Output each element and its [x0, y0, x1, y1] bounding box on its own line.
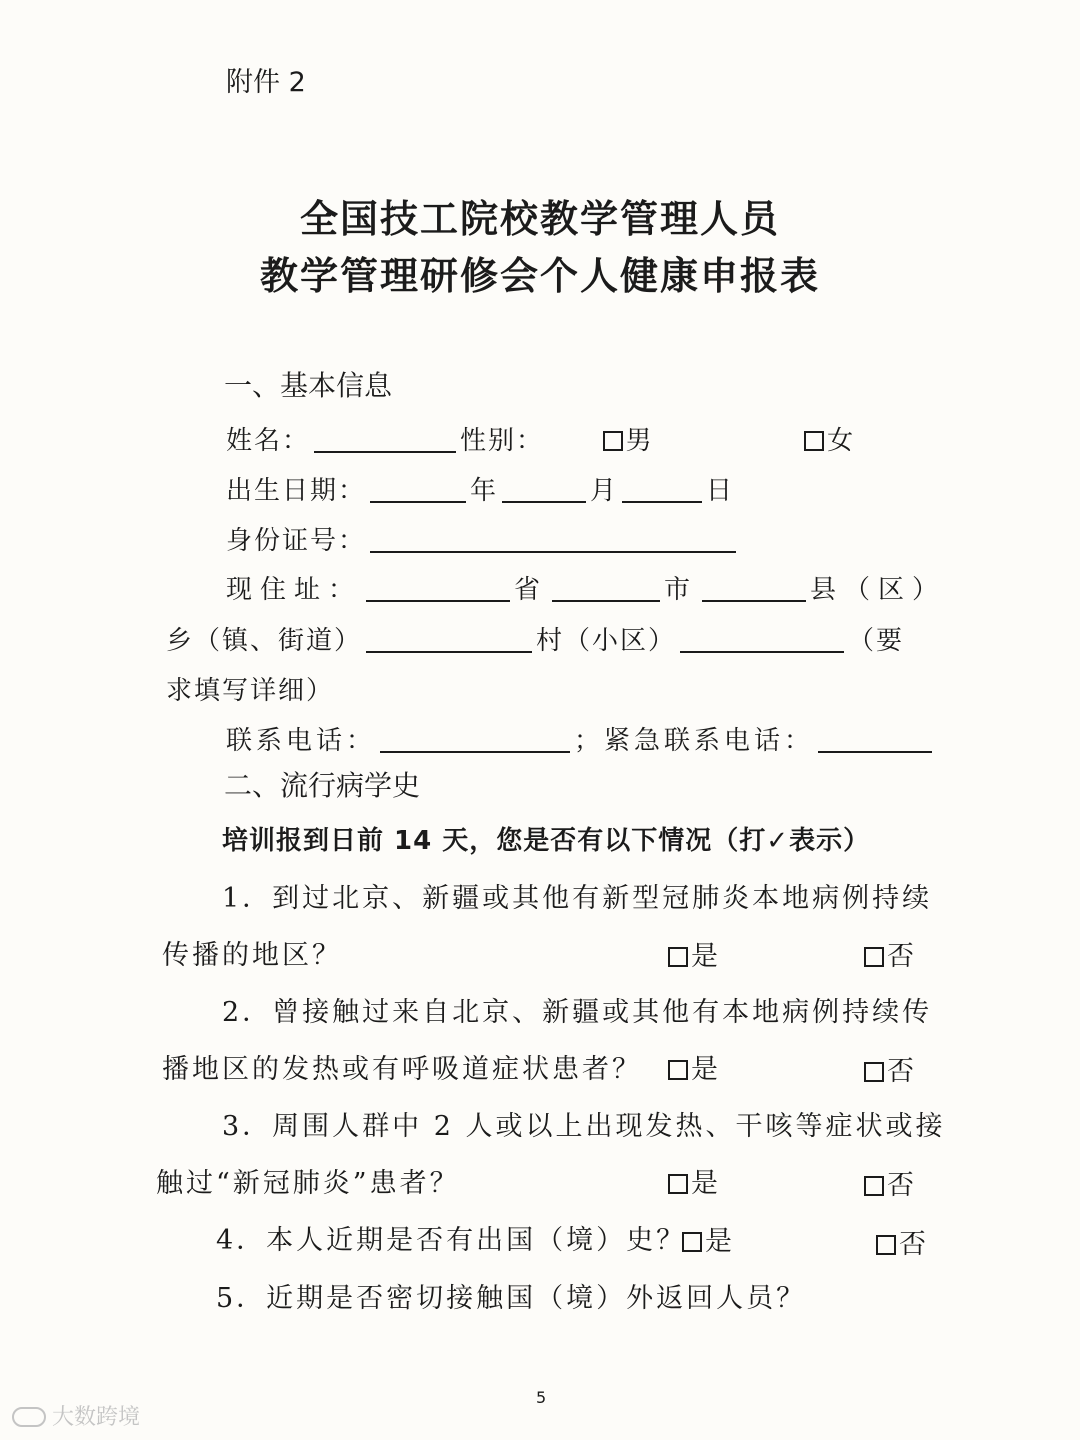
form-title-line1: 全国技工院校教学管理人员 [299, 197, 780, 241]
day-label: 日 [706, 476, 735, 506]
no-label: 否 [887, 1170, 914, 1201]
question-1-yes-checkbox[interactable] [668, 947, 688, 967]
female-option[interactable] [804, 426, 855, 456]
form-title-line2: 教学管理研修会个人健康申报表 [259, 254, 820, 298]
province-field[interactable] [366, 574, 510, 602]
question-3-no[interactable] [864, 1163, 914, 1202]
id-number-field[interactable] [370, 525, 736, 553]
city-field[interactable] [552, 574, 660, 602]
yes-label: 是 [691, 941, 718, 972]
male-checkbox[interactable] [603, 431, 623, 451]
township-field[interactable] [366, 625, 532, 653]
question-4-yes[interactable] [682, 1219, 732, 1258]
city-label: 市 [664, 575, 699, 605]
question-1-yes[interactable] [668, 934, 718, 973]
question-5-line1: 5．近期是否密切接触国（境）外返回人员？ [216, 1283, 807, 1314]
county-label: 县（区） [810, 575, 947, 605]
birth-day-field[interactable] [622, 475, 702, 503]
question-3-line1: 3．周围人群中 2 人或以上出现发热、干咳等症状或接 [222, 1111, 946, 1142]
question-3-yes[interactable] [668, 1161, 718, 1200]
gender-label: 性别： [460, 426, 545, 456]
page-number: 5 [536, 1388, 547, 1407]
year-label: 年 [470, 476, 499, 506]
question-2-no[interactable] [864, 1049, 914, 1088]
question-3-no-checkbox[interactable] [864, 1176, 884, 1196]
birth-date-row [226, 470, 734, 507]
phone-field[interactable] [380, 725, 570, 753]
question-3-yes-checkbox[interactable] [668, 1174, 688, 1194]
watermark [12, 1400, 140, 1431]
phone-row [226, 720, 936, 757]
village-label: 村（小区） [536, 626, 677, 656]
month-label: 月 [590, 476, 619, 506]
no-label: 否 [887, 1056, 914, 1087]
question-4-line1: 4．本人近期是否有出国（境）史？ [216, 1225, 687, 1256]
question-2-line2: 播地区的发热或有呼吸道症状患者？ [162, 1054, 642, 1085]
require-note-b: 求填写详细） [166, 676, 335, 706]
id-label: 身份证号： [226, 526, 367, 556]
require-note-a: （要 [848, 626, 905, 656]
female-checkbox[interactable] [804, 431, 824, 451]
question-2-yes-checkbox[interactable] [668, 1060, 688, 1080]
question-1-no-checkbox[interactable] [864, 947, 884, 967]
section-epidemiology-heading: 二、流行病学史 [224, 769, 421, 802]
male-label: 男 [625, 426, 654, 456]
village-field[interactable] [680, 625, 844, 653]
name-label: 姓名： [226, 426, 311, 456]
epidemiology-intro: 培训报到日前 14 天，您是否有以下情况（打✓表示） [222, 826, 871, 856]
birth-label: 出生日期： [226, 476, 367, 506]
yes-label: 是 [705, 1226, 732, 1257]
emergency-phone-label: ；紧急联系电话： [574, 726, 815, 756]
question-4-yes-checkbox[interactable] [682, 1232, 702, 1252]
emergency-phone-field[interactable] [818, 725, 932, 753]
question-1-line1: 1．到过北京、新疆或其他有新型冠肺炎本地病例持续 [222, 883, 933, 914]
question-4-no[interactable] [876, 1222, 926, 1261]
no-label: 否 [887, 941, 914, 972]
no-label: 否 [899, 1229, 926, 1260]
watermark-text: 大数跨境 [52, 1405, 141, 1430]
name-field[interactable] [314, 425, 456, 453]
question-2-no-checkbox[interactable] [864, 1062, 884, 1082]
section-basic-info-heading: 一、基本信息 [224, 369, 393, 402]
birth-month-field[interactable] [502, 475, 586, 503]
question-2-line1: 2．曾接触过来自北京、新疆或其他有本地病例持续传 [222, 997, 933, 1028]
id-number-row [226, 520, 740, 557]
name-gender-row [226, 420, 855, 457]
phone-label: 联系电话： [226, 726, 377, 756]
birth-year-field[interactable] [370, 475, 466, 503]
address-label: 现住址： [226, 575, 363, 605]
question-1-line2: 传播的地区？ [162, 940, 342, 971]
male-option[interactable] [603, 426, 654, 456]
question-3-line2: 触过“新冠肺炎”患者？ [156, 1168, 460, 1199]
attachment-label: 附件 2 [226, 67, 306, 98]
question-1-no[interactable] [864, 934, 914, 973]
question-2-yes[interactable] [668, 1047, 718, 1086]
county-field[interactable] [702, 574, 806, 602]
township-row [166, 620, 904, 657]
address-row [226, 569, 946, 606]
township-label: 乡（镇、街道） [166, 626, 363, 656]
yes-label: 是 [691, 1168, 718, 1199]
province-label: 省 [514, 575, 549, 605]
question-4-no-checkbox[interactable] [876, 1235, 896, 1255]
yes-label: 是 [691, 1054, 718, 1085]
watermark-logo-icon [12, 1407, 46, 1427]
female-label: 女 [827, 426, 856, 456]
